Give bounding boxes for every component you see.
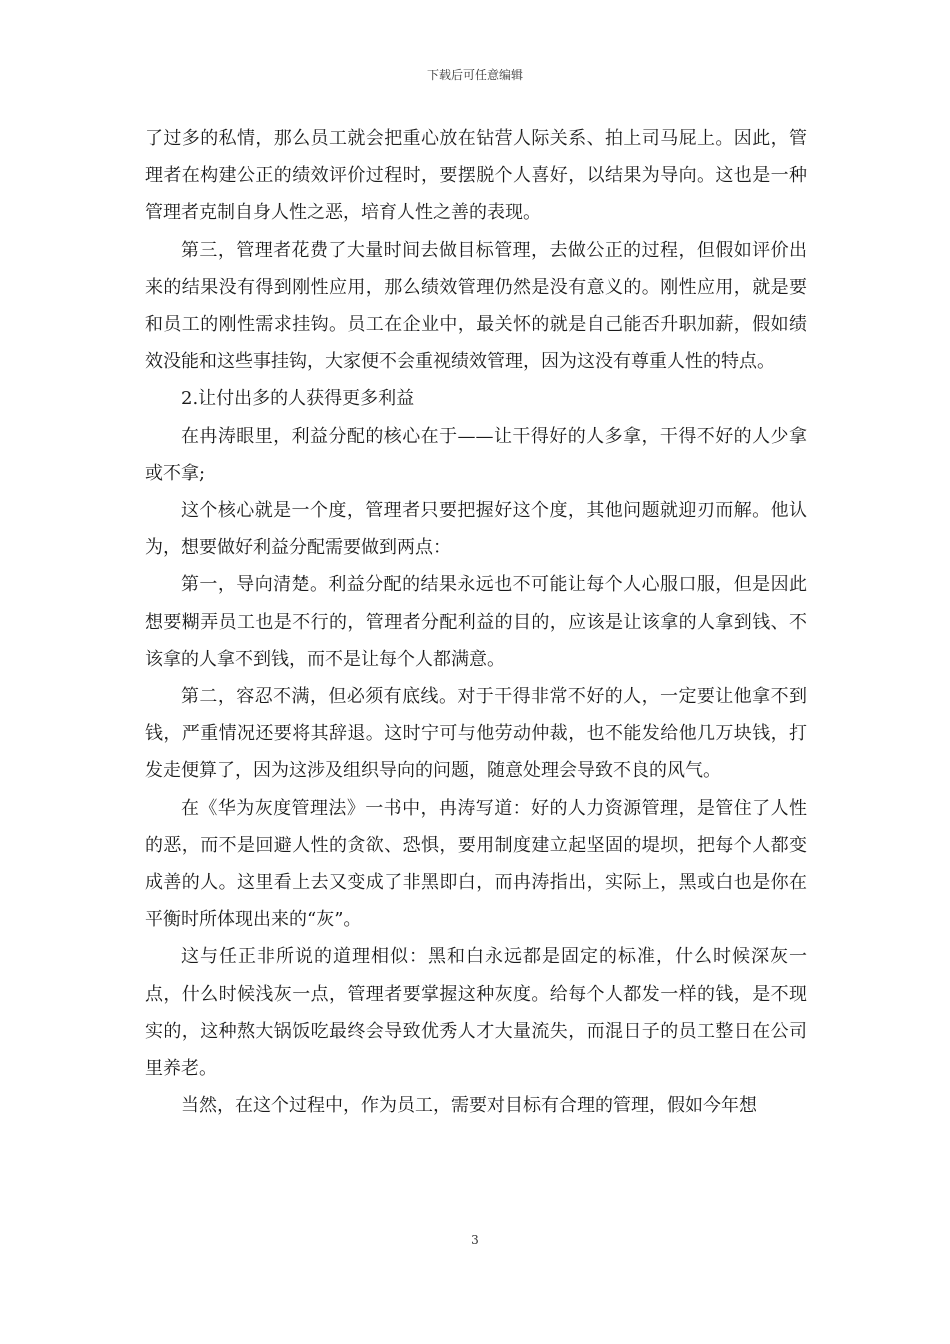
paragraph: 在《华为灰度管理法》一书中，冉涛写道：好的人力资源管理，是管住了人性的恶，而不是回避人性的贪欲、恐惧，要用制度建立起坚固的堤坝，把每个人都变成善的人。这里看上去又变成了非黑即白，而冉涛指出，实际上，黑或白也是你在平衡时所体现出来的“灰”。 (145, 797, 807, 931)
section-heading: 2.让付出多的人获得更多利益 (181, 388, 415, 410)
page-number: 3 (471, 1233, 479, 1247)
paragraph: 第三，管理者花费了大量时间去做目标管理，去做公正的过程，但假如评价出来的结果没有得到刚性应用，那么绩效管理仍然是没有意义的。刚性应用，就是要和员工的刚性需求挂钩。员工在企业中，最关怀的就是自己能否升职加薪，假如绩效没能和这些事挂钩，大家便不会重视绩效管理，因为这没有尊重人性的特点。 (145, 239, 807, 373)
paragraph: 第一，导向清楚。利益分配的结果永远也不可能让每个人心服口服，但是因此想要糊弄员工也是不行的，管理者分配利益的目的，应该是让该拿的人拿到钱、不该拿的人拿不到钱，而不是让每个人都满意。 (145, 574, 807, 670)
paragraph: 了过多的私情，那么员工就会把重心放在钻营人际关系、拍上司马屁上。因此，管理者在构建公正的绩效评价过程时，要摆脱个人喜好，以结果为导向。这也是一种管理者克制自身人性之恶，培育人性之善的表现。 (145, 128, 807, 224)
paragraph: 当然，在这个过程中，作为员工，需要对目标有合理的管理，假如今年想 (181, 1095, 757, 1117)
page-header: 下载后可任意编辑 (426, 68, 523, 82)
paragraph: 在冉涛眼里，利益分配的核心在于——让干得好的人多拿，干得不好的人少拿或不拿; (145, 425, 807, 484)
paragraph: 第二，容忍不满，但必须有底线。对于干得非常不好的人，一定要让他拿不到钱，严重情况还要将其辞退。这时宁可与他劳动仲裁，也不能发给他几万块钱，打发走便算了，因为这涉及组织导向的问题，随意处理会导致不良的风气。 (145, 686, 807, 782)
paragraph: 这个核心就是一个度，管理者只要把握好这个度，其他问题就迎刃而解。他认为，想要做好利益分配需要做到两点： (145, 500, 807, 559)
document-body (145, 120, 807, 1124)
paragraph: 这与任正非所说的道理相似：黑和白永远都是固定的标准，什么时候深灰一点，什么时候浅灰一点，管理者要掌握这种灰度。给每个人都发一样的钱，是不现实的，这种熬大锅饭吃最终会导致优秀人才大量流失，而混日子的员工整日在公司里养老。 (145, 946, 807, 1080)
